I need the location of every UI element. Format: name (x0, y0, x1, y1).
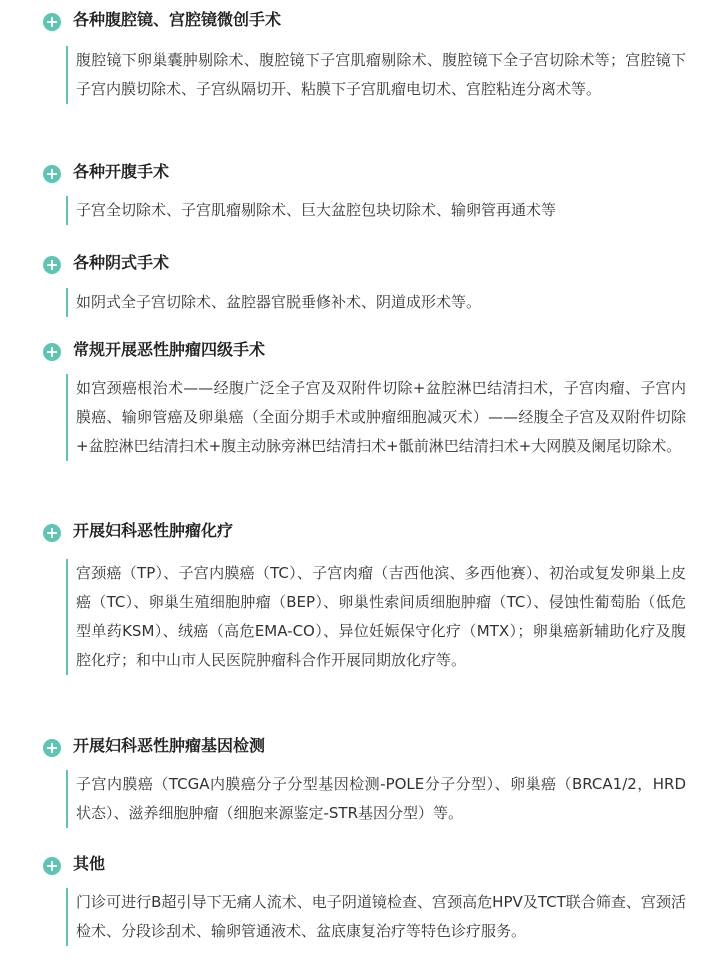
section-content (66, 46, 686, 104)
section-heading (44, 6, 281, 30)
section-text: 宫颈癌（TP）、子宫内膜癌（TC）、子宫肉瘤（吉西他滨、多西他赛）、初治或复发卵巢上皮癌（TC）、卵巢生殖细胞肿瘤（BEP）、卵巢性索间质细胞肿瘤（TC）、侵蚀性葡萄胎（低危型单药KSM）、绒癌（高危EMA-CO）、异位妊娠保守化疗（MTX）；卵巢癌新辅助化疗及腹腔化疗；和中山市人民医院肿瘤科合作开展同期放化疗等。 (76, 564, 686, 669)
section-content (66, 374, 686, 461)
section-title: 各种腹腔镜、宫腔镜微创手术 (73, 9, 282, 29)
section-content (66, 770, 686, 828)
section-text: 子宫内膜癌（TCGA内膜癌分子分型基因检测-POLE分子分型）、卵巢癌（BRCA1/2，HRD状态）、滋养细胞肿瘤（细胞来源鉴定-STR基因分型）等。 (76, 775, 686, 822)
section-title: 各种开腹手术 (73, 161, 170, 181)
section-text: 门诊可进行B超引导下无痛人流术、电子阴道镜检查、宫颈高危HPV及TCT联合筛查、宫颈活检术、分段诊刮术、输卵管通液术、盆底康复治疗等特色诊疗服务。 (76, 893, 686, 940)
section-text: 子宫全切除术、子宫肌瘤剔除术、巨大盆腔包块切除术、输卵管再通术等 (76, 201, 557, 219)
plus-circle-icon (43, 256, 61, 274)
section-title: 各种阴式手术 (73, 252, 170, 272)
section-heading (44, 517, 233, 541)
section-text: 如阴式全子宫切除术、盆腔器官脱垂修补术、阴道成形术等。 (76, 293, 482, 311)
section-heading (44, 732, 265, 756)
section-title: 常规开展恶性肿瘤四级手术 (73, 339, 266, 359)
section-content (66, 288, 686, 317)
section-content (66, 888, 686, 946)
plus-circle-icon (43, 13, 61, 31)
section-content (66, 559, 686, 675)
plus-circle-icon (43, 857, 61, 875)
plus-circle-icon (43, 739, 61, 757)
section-text: 腹腔镜下卵巢囊肿剔除术、腹腔镜下子宫肌瘤剔除术、腹腔镜下全子宫切除术等；宫腔镜下子宫内膜切除术、子宫纵隔切开、粘膜下子宫肌瘤电切术、宫腔粘连分离术等。 (76, 51, 686, 98)
section-heading (44, 249, 169, 273)
plus-circle-icon (43, 165, 61, 183)
section-heading (44, 158, 169, 182)
plus-circle-icon (43, 343, 61, 361)
section-title: 开展妇科恶性肿瘤基因检测 (73, 735, 266, 755)
section-title: 开展妇科恶性肿瘤化疗 (73, 520, 234, 540)
section-heading (44, 336, 265, 360)
section-text: 如宫颈癌根治术——经腹广泛全子宫及双附件切除+盆腔淋巴结清扫术，子宫肉瘤、子宫内膜癌、输卵管癌及卵巢癌（全面分期手术或肿瘤细胞减灭术）——经腹全子宫及双附件切除+盆腔淋巴结清扫术+腹主动脉旁淋巴结清扫术+骶前淋巴结清扫术+大网膜及阑尾切除术。 (76, 379, 686, 455)
section-title: 其他 (73, 853, 106, 873)
plus-circle-icon (43, 524, 61, 542)
section-heading (44, 850, 105, 874)
section-content (66, 196, 686, 225)
